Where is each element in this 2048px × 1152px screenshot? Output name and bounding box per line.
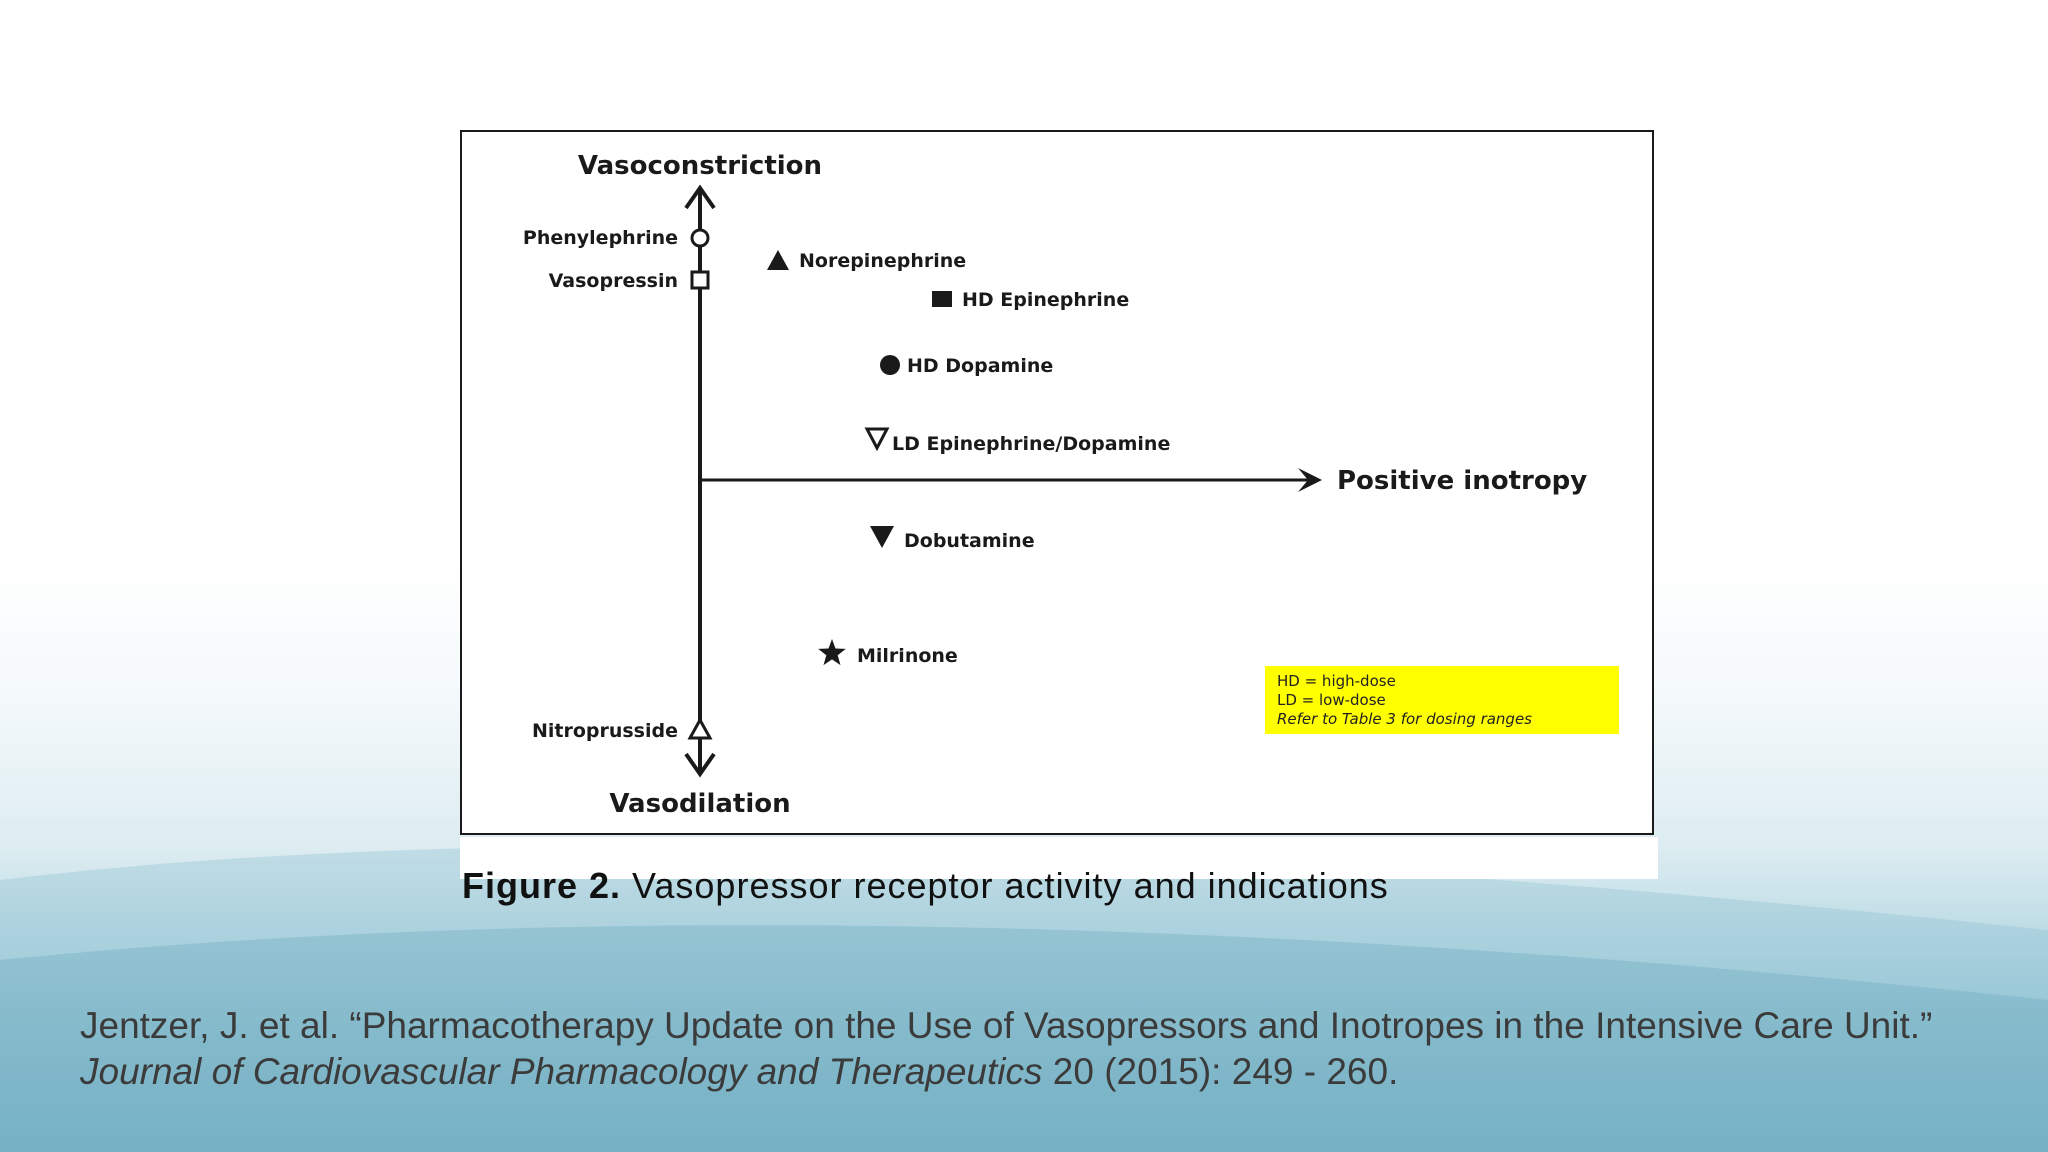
- vasodilation-label: Vasodilation: [609, 789, 791, 819]
- hd-dopamine-label: HD Dopamine: [907, 355, 1054, 377]
- vasopressin-label: Vasopressin: [548, 270, 678, 292]
- dobutamine-marker: [870, 526, 894, 548]
- figure-frame: [460, 130, 1654, 835]
- norepinephrine-marker: [767, 250, 789, 270]
- legend-hd: HD = high-dose: [1277, 672, 1396, 690]
- vasopressin-marker: [692, 272, 708, 288]
- hd-epinephrine-marker: [932, 291, 952, 307]
- citation: [80, 1003, 1980, 1095]
- caption-text: Vasopressor receptor activity and indications: [632, 865, 1389, 906]
- phenylephrine-marker: [692, 230, 708, 246]
- caption-prefix: Figure 2.: [462, 865, 622, 906]
- hd-dopamine-marker: [880, 355, 900, 375]
- norepinephrine-label: Norepinephrine: [799, 250, 967, 272]
- citation-journal: Journal of Cardiovascular Pharmacology and Therapeutics: [80, 1051, 1043, 1092]
- nitroprusside-label: Nitroprusside: [531, 720, 678, 742]
- figure-caption-cropped: [460, 837, 1658, 906]
- drug-effects-diagram: [462, 132, 1652, 833]
- ld-epinephrine-dopamine-marker: [867, 429, 887, 448]
- citation-volume-pages: 20 (2015): 249 - 260.: [1052, 1051, 1399, 1092]
- vasoconstriction-label: Vasoconstriction: [577, 151, 823, 181]
- milrinone-label: Milrinone: [857, 645, 958, 667]
- nitroprusside-marker: [690, 720, 710, 738]
- dobutamine-label: Dobutamine: [904, 530, 1035, 552]
- citation-authors-title: Jentzer, J. et al. “Pharmacotherapy Update on the Use of Vasopressors and Inotropes in the Intensive Care Unit.”: [80, 1005, 1933, 1046]
- phenylephrine-label: Phenylephrine: [522, 227, 678, 249]
- positive-inotropy-label: Positive inotropy: [1337, 466, 1588, 496]
- legend-ld: LD = low-dose: [1277, 691, 1386, 709]
- ld-epinephrine-dopamine-label: LD Epinephrine/Dopamine: [892, 433, 1171, 455]
- milrinone-marker: [818, 639, 846, 665]
- hd-epinephrine-label: HD Epinephrine: [962, 289, 1130, 311]
- legend-dosing-note: Refer to Table 3 for dosing ranges: [1277, 710, 1532, 728]
